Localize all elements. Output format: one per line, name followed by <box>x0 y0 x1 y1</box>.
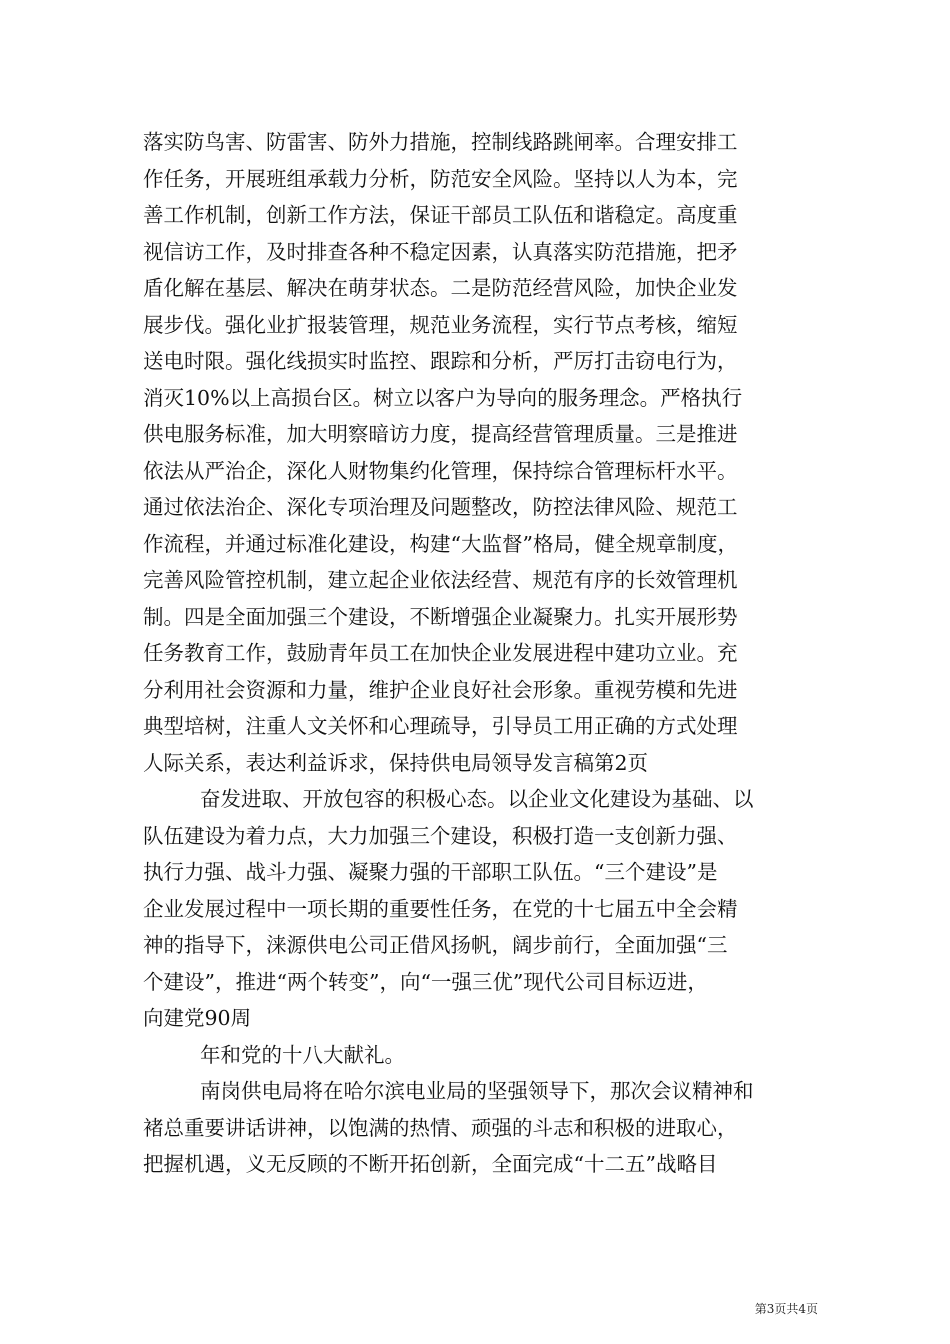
text-line: 作流程，并通过标准化建设，构建“大监督”格局，健全规章制度， <box>143 531 738 556</box>
text-line: 个建设”，推进“两个转变”，向“一强三优”现代公司目标迈进， <box>143 969 708 994</box>
text-line: 把握机遇，义无反顾的不断开拓创新，全面完成“十二五”战略目 <box>143 1152 718 1176</box>
page-number: 第3页共4页 <box>754 1302 818 1316</box>
text-line: 依法从严治企，深化人财物集约化管理，保持综合管理标杆水平。 <box>143 458 738 483</box>
text-line: 消灭10%以上高损台区。树立以客户为导向的服务理念。严格执行 <box>143 385 743 410</box>
text-line: 任务教育工作，鼓励青年员工在加快企业发展进程中建功立业。充 <box>143 641 738 665</box>
text-line: 企业发展过程中一项长期的重要性任务，在党的十七届五中全会精 <box>143 896 738 921</box>
text-line: 善工作机制，创新工作方法，保证干部员工队伍和谐稳定。高度重 <box>143 203 738 227</box>
text-line-indented: 奋发进取、开放包容的积极心态。以企业文化建设为基础、以 <box>200 787 754 811</box>
text-line: 人际关系，表达利益诉求，保持供电局领导发言稿第2页 <box>143 750 649 775</box>
text-line: 展步伐。强化业扩报装管理，规范业务流程，实行节点考核，缩短 <box>143 312 738 337</box>
text-line: 分利用社会资源和力量，维护企业良好社会形象。重视劳模和先进 <box>143 677 738 702</box>
text-line: 落实防鸟害、防雷害、防外力措施，控制线路跳闸率。合理安排工 <box>143 130 738 154</box>
text-line: 神的指导下，涞源供电公司正借风扬帆，阔步前行，全面加强“三 <box>143 933 728 957</box>
text-line: 向建党90周 <box>143 1006 252 1030</box>
text-line: 作任务，开展班组承载力分析，防范安全风险。坚持以人为本，完 <box>143 166 738 191</box>
text-line: 通过依法治企、深化专项治理及问题整改，防控法律风险、规范工 <box>143 495 738 519</box>
text-line: 制。四是全面加强三个建设，不断增强企业凝聚力。扎实开展形势 <box>143 604 738 629</box>
text-line-indented: 年和党的十八大献礼。 <box>200 1042 405 1067</box>
text-line-indented: 南岗供电局将在哈尔滨电业局的坚强领导下，那次会议精神和 <box>200 1079 754 1103</box>
text-line: 队伍建设为着力点，大力加强三个建设，积极打造一支创新力强、 <box>143 823 738 848</box>
text-line: 典型培树，注重人文关怀和心理疏导，引导员工用正确的方式处理 <box>143 714 738 738</box>
text-line: 执行力强、战斗力强、凝聚力强的干部职工队伍。“三个建设”是 <box>143 860 718 884</box>
text-line: 供电服务标准，加大明察暗访力度，提高经营管理质量。三是推进 <box>143 422 738 446</box>
text-line: 褚总重要讲话讲神，以饱满的热情、顽强的斗志和积极的进取心， <box>143 1115 738 1140</box>
text-line: 送电时限。强化线损实时监控、跟踪和分析，严厉打击窃电行为， <box>143 349 738 373</box>
text-line: 盾化解在基层、解决在萌芽状态。二是防范经营风险，加快企业发 <box>143 276 738 300</box>
text-line: 视信访工作，及时排查各种不稳定因素，认真落实防范措施，把矛 <box>143 239 738 264</box>
text-line: 完善风险管控机制，建立起企业依法经营、规范有序的长效管理机 <box>143 568 738 592</box>
